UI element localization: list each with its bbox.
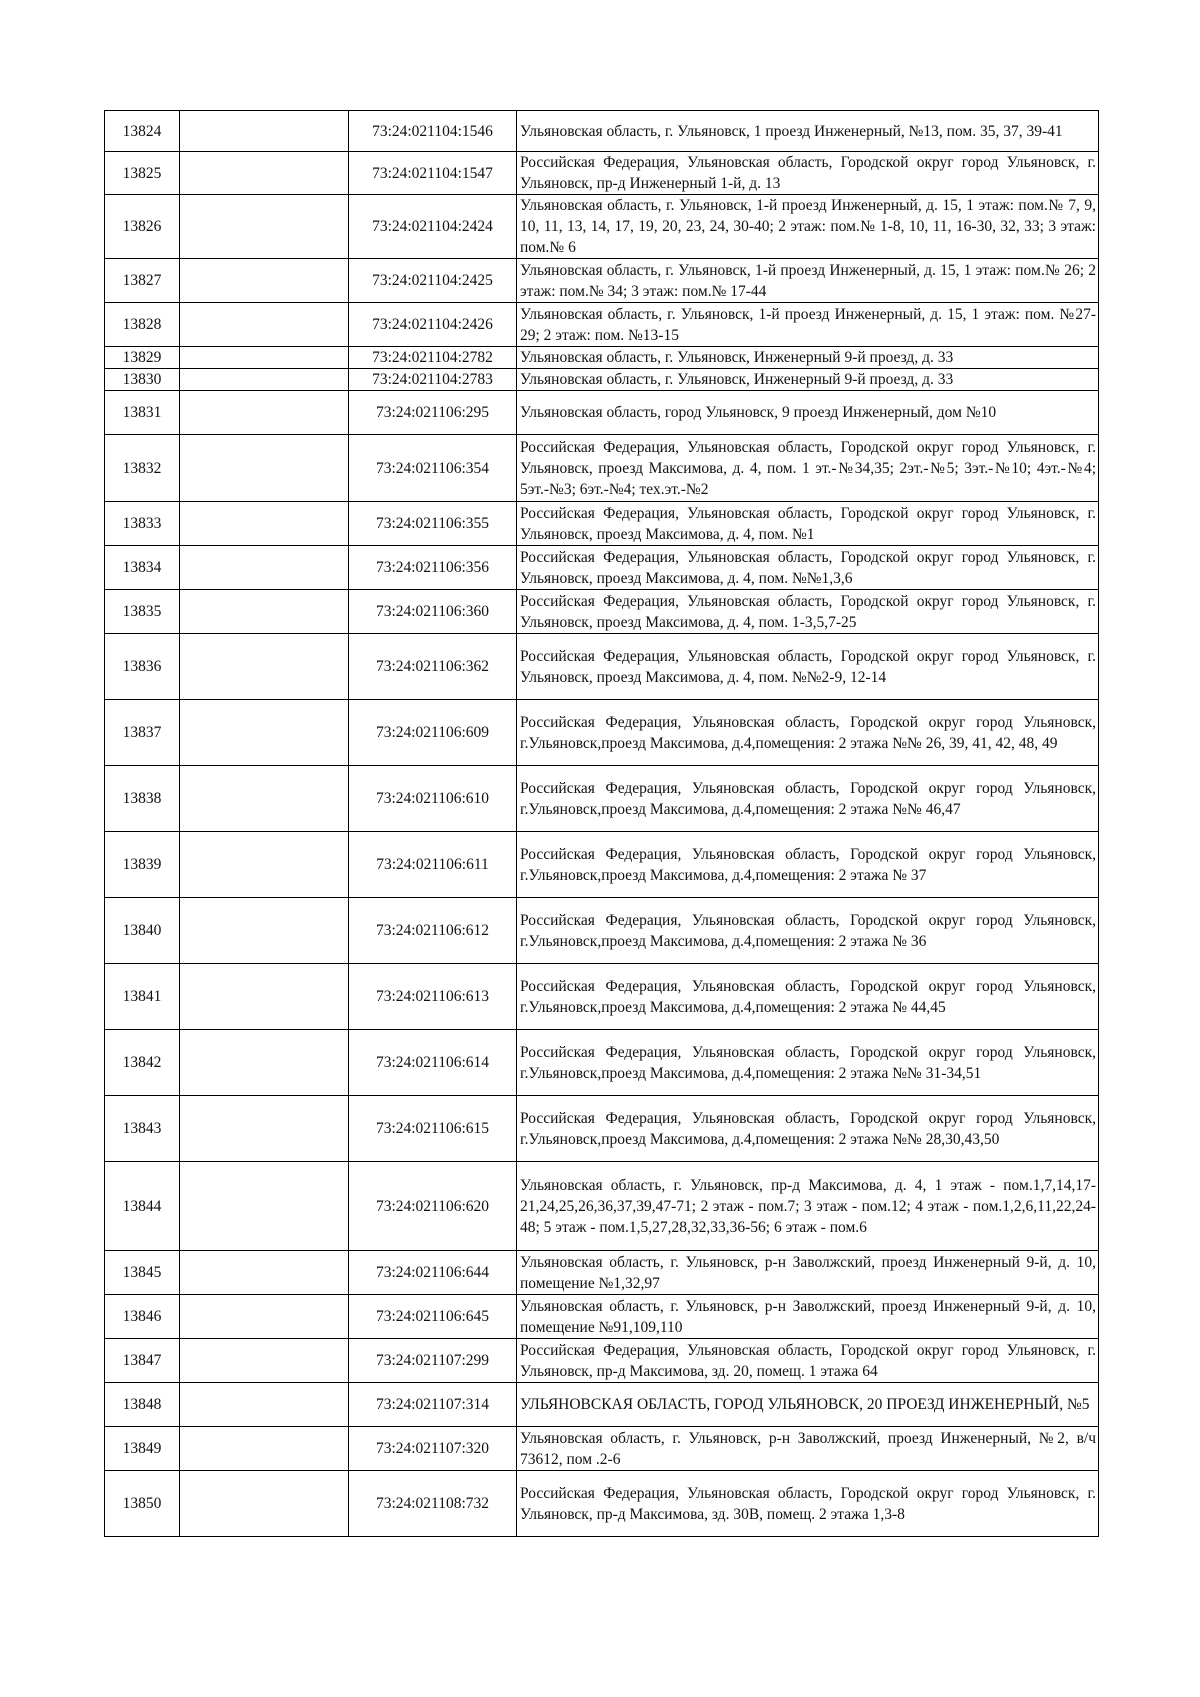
row-number: 13826 xyxy=(105,195,180,259)
row-number: 13842 xyxy=(105,1030,180,1096)
empty-cell xyxy=(180,259,349,303)
table-row xyxy=(105,152,1099,195)
table-row xyxy=(105,766,1099,832)
empty-cell xyxy=(180,1251,349,1295)
address-cell: Российская Федерация, Ульяновская область, Городской округ город Ульяновск, г. Ульяновск, проезд Максимова, д. 4, пом. 1 эт.-№34,35; 2эт.-№5; 3эт.-№10; 4эт.-№4; 5эт.-№3; 6эт.-№4; тех.эт.-№2 xyxy=(517,435,1099,502)
cadastral-number: 73:24:021106:613 xyxy=(349,964,517,1030)
row-number: 13843 xyxy=(105,1096,180,1162)
address-cell: Российская Федерация, Ульяновская область, Городской округ город Ульяновск, г. Ульяновск, проезд Максимова, д. 4, пом. №№1,3,6 xyxy=(517,546,1099,590)
cadastral-number: 73:24:021106:295 xyxy=(349,391,517,435)
table-row xyxy=(105,1030,1099,1096)
table-row xyxy=(105,369,1099,391)
row-number: 13837 xyxy=(105,700,180,766)
row-number: 13850 xyxy=(105,1471,180,1537)
row-number: 13835 xyxy=(105,590,180,634)
address-cell: Российская Федерация, Ульяновская область, Городской округ город Ульяновск, г. Ульяновск, проезд Максимова, д. 4, пом. №1 xyxy=(517,502,1099,546)
table-row xyxy=(105,259,1099,303)
cadastral-number: 73:24:021106:620 xyxy=(349,1162,517,1251)
empty-cell xyxy=(180,1383,349,1427)
cadastral-number: 73:24:021106:609 xyxy=(349,700,517,766)
table-row xyxy=(105,964,1099,1030)
address-cell: Российская Федерация, Ульяновская область, Городской округ город Ульяновск, г. Ульяновск, пр-д Максимова, зд. 20, помещ. 1 этажа 64 xyxy=(517,1339,1099,1383)
cadastral-number: 73:24:021107:299 xyxy=(349,1339,517,1383)
empty-cell xyxy=(180,590,349,634)
table-row xyxy=(105,1471,1099,1537)
empty-cell xyxy=(180,391,349,435)
cadastral-number: 73:24:021106:614 xyxy=(349,1030,517,1096)
cadastral-number: 73:24:021108:732 xyxy=(349,1471,517,1537)
cadastral-number: 73:24:021106:360 xyxy=(349,590,517,634)
empty-cell xyxy=(180,303,349,347)
cadastral-number: 73:24:021104:2426 xyxy=(349,303,517,347)
row-number: 13827 xyxy=(105,259,180,303)
table-row xyxy=(105,898,1099,964)
cadastral-number: 73:24:021104:2783 xyxy=(349,369,517,391)
table-row xyxy=(105,347,1099,369)
cadastral-number: 73:24:021107:320 xyxy=(349,1427,517,1471)
cadastral-number: 73:24:021106:615 xyxy=(349,1096,517,1162)
empty-cell xyxy=(180,502,349,546)
row-number: 13838 xyxy=(105,766,180,832)
empty-cell xyxy=(180,435,349,502)
table-row xyxy=(105,590,1099,634)
table-row xyxy=(105,391,1099,435)
cadastral-number: 73:24:021104:1547 xyxy=(349,152,517,195)
row-number: 13848 xyxy=(105,1383,180,1427)
row-number: 13824 xyxy=(105,111,180,152)
empty-cell xyxy=(180,546,349,590)
address-cell: Ульяновская область, г. Ульяновск, Инженерный 9-й проезд, д. 33 xyxy=(517,369,1099,391)
row-number: 13834 xyxy=(105,546,180,590)
empty-cell xyxy=(180,1162,349,1251)
address-cell: Ульяновская область, г. Ульяновск, р-н Заволжский, проезд Инженерный 9-й, д. 10, помещение №1,32,97 xyxy=(517,1251,1099,1295)
table-row xyxy=(105,1295,1099,1339)
address-cell: Ульяновская область, г. Ульяновск, 1 проезд Инженерный, №13, пом. 35, 37, 39-41 xyxy=(517,111,1099,152)
row-number: 13830 xyxy=(105,369,180,391)
empty-cell xyxy=(180,898,349,964)
row-number: 13840 xyxy=(105,898,180,964)
address-cell: Российская Федерация, Ульяновская область, Городской округ город Ульяновск, г.Ульяновск,проезд Максимова, д.4,помещения: 2 этажа №№ 28,30,43,50 xyxy=(517,1096,1099,1162)
cadastral-number: 73:24:021106:644 xyxy=(349,1251,517,1295)
cadastral-number: 73:24:021106:610 xyxy=(349,766,517,832)
cadastral-number: 73:24:021104:2425 xyxy=(349,259,517,303)
address-cell: Ульяновская область, город Ульяновск, 9 проезд Инженерный, дом №10 xyxy=(517,391,1099,435)
table-row xyxy=(105,1096,1099,1162)
row-number: 13828 xyxy=(105,303,180,347)
table-row xyxy=(105,195,1099,259)
table-row xyxy=(105,1427,1099,1471)
cadastral-number: 73:24:021106:611 xyxy=(349,832,517,898)
cadastral-number: 73:24:021106:356 xyxy=(349,546,517,590)
address-cell: Ульяновская область, г. Ульяновск, 1-й проезд Инженерный, д. 15, 1 этаж: пом.№ 26; 2 этаж: пом.№ 34; 3 этаж: пом.№ 17-44 xyxy=(517,259,1099,303)
row-number: 13847 xyxy=(105,1339,180,1383)
row-number: 13829 xyxy=(105,347,180,369)
row-number: 13831 xyxy=(105,391,180,435)
table-row xyxy=(105,832,1099,898)
row-number: 13836 xyxy=(105,634,180,700)
empty-cell xyxy=(180,964,349,1030)
empty-cell xyxy=(180,369,349,391)
empty-cell xyxy=(180,111,349,152)
address-cell: УЛЬЯНОВСКАЯ ОБЛАСТЬ, ГОРОД УЛЬЯНОВСК, 20 ПРОЕЗД ИНЖЕНЕРНЫЙ, №5 xyxy=(517,1383,1099,1427)
empty-cell xyxy=(180,1427,349,1471)
address-cell: Российская Федерация, Ульяновская область, Городской округ город Ульяновск, г. Ульяновск, проезд Максимова, д. 4, пом. №№2-9, 12-14 xyxy=(517,634,1099,700)
empty-cell xyxy=(180,195,349,259)
address-cell: Российская Федерация, Ульяновская область, Городской округ город Ульяновск, г. Ульяновск, пр-д Инженерный 1-й, д. 13 xyxy=(517,152,1099,195)
table-row xyxy=(105,700,1099,766)
table-row xyxy=(105,634,1099,700)
row-number: 13825 xyxy=(105,152,180,195)
empty-cell xyxy=(180,1096,349,1162)
cadastral-number: 73:24:021106:612 xyxy=(349,898,517,964)
row-number: 13839 xyxy=(105,832,180,898)
row-number: 13841 xyxy=(105,964,180,1030)
cadastral-number: 73:24:021106:355 xyxy=(349,502,517,546)
empty-cell xyxy=(180,634,349,700)
address-cell: Ульяновская область, г. Ульяновск, р-н Заволжский, проезд Инженерный 9-й, д. 10, помещение №91,109,110 xyxy=(517,1295,1099,1339)
row-number: 13849 xyxy=(105,1427,180,1471)
row-number: 13844 xyxy=(105,1162,180,1251)
empty-cell xyxy=(180,766,349,832)
address-cell: Ульяновская область, г. Ульяновск, 1-й проезд Инженерный, д. 15, 1 этаж: пом. №27-29; 2 этаж: пом. №13-15 xyxy=(517,303,1099,347)
address-cell: Российская Федерация, Ульяновская область, Городской округ город Ульяновск, г.Ульяновск,проезд Максимова, д.4,помещения: 2 этажа № 36 xyxy=(517,898,1099,964)
table-row xyxy=(105,303,1099,347)
cadastral-number: 73:24:021106:645 xyxy=(349,1295,517,1339)
table-row xyxy=(105,502,1099,546)
table-row xyxy=(105,546,1099,590)
table-row xyxy=(105,1162,1099,1251)
empty-cell xyxy=(180,832,349,898)
table-row xyxy=(105,111,1099,152)
address-cell: Российская Федерация, Ульяновская область, Городской округ город Ульяновск, г.Ульяновск,проезд Максимова, д.4,помещения: 2 этажа №№ 26, 39, 41, 42, 48, 49 xyxy=(517,700,1099,766)
address-cell: Российская Федерация, Ульяновская область, Городской округ город Ульяновск, г. Ульяновск, проезд Максимова, д. 4, пом. 1-3,5,7-25 xyxy=(517,590,1099,634)
address-cell: Российская Федерация, Ульяновская область, Городской округ город Ульяновск, г.Ульяновск,проезд Максимова, д.4,помещения: 2 этажа № 37 xyxy=(517,832,1099,898)
table-row xyxy=(105,1339,1099,1383)
row-number: 13833 xyxy=(105,502,180,546)
address-cell: Ульяновская область, г. Ульяновск, 1-й проезд Инженерный, д. 15, 1 этаж: пом.№ 7, 9, 10, 11, 13, 14, 17, 19, 20, 23, 24, 30-40; 2 этаж: пом.№ 1-8, 10, 11, 16-30, 32, 33; 3 этаж: пом.№ 6 xyxy=(517,195,1099,259)
cadastral-number: 73:24:021104:2782 xyxy=(349,347,517,369)
table-row xyxy=(105,435,1099,502)
cadastral-number: 73:24:021106:362 xyxy=(349,634,517,700)
address-cell: Ульяновская область, г. Ульяновск, пр-д Максимова, д. 4, 1 этаж - пом.1,7,14,17-21,24,25,26,36,37,39,47-71; 2 этаж - пом.7; 3 этаж - пом.12; 4 этаж - пом.1,2,6,11,22,24-48; 5 этаж - пом.1,5,27,28,32,33,36-56; 6 этаж - пом.6 xyxy=(517,1162,1099,1251)
registry-body xyxy=(105,111,1099,1537)
empty-cell xyxy=(180,152,349,195)
address-cell: Российская Федерация, Ульяновская область, Городской округ город Ульяновск, г.Ульяновск,проезд Максимова, д.4,помещения: 2 этажа № 44,45 xyxy=(517,964,1099,1030)
cadastral-number: 73:24:021104:2424 xyxy=(349,195,517,259)
address-cell: Ульяновская область, г. Ульяновск, Инженерный 9-й проезд, д. 33 xyxy=(517,347,1099,369)
cadastral-number: 73:24:021104:1546 xyxy=(349,111,517,152)
row-number: 13845 xyxy=(105,1251,180,1295)
empty-cell xyxy=(180,1295,349,1339)
empty-cell xyxy=(180,1471,349,1537)
address-cell: Российская Федерация, Ульяновская область, Городской округ город Ульяновск, г.Ульяновск,проезд Максимова, д.4,помещения: 2 этажа №№ 31-34,51 xyxy=(517,1030,1099,1096)
cadastral-number: 73:24:021106:354 xyxy=(349,435,517,502)
registry-table xyxy=(104,110,1099,1537)
address-cell: Российская Федерация, Ульяновская область, Городской округ город Ульяновск, г. Ульяновск, пр-д Максимова, зд. 30В, помещ. 2 этажа 1,3-8 xyxy=(517,1471,1099,1537)
empty-cell xyxy=(180,1030,349,1096)
table-row xyxy=(105,1383,1099,1427)
empty-cell xyxy=(180,1339,349,1383)
row-number: 13832 xyxy=(105,435,180,502)
empty-cell xyxy=(180,347,349,369)
address-cell: Российская Федерация, Ульяновская область, Городской округ город Ульяновск, г.Ульяновск,проезд Максимова, д.4,помещения: 2 этажа №№ 46,47 xyxy=(517,766,1099,832)
address-cell: Ульяновская область, г. Ульяновск, р-н Заволжский, проезд Инженерный, №2, в/ч 73612, пом .2-6 xyxy=(517,1427,1099,1471)
empty-cell xyxy=(180,700,349,766)
row-number: 13846 xyxy=(105,1295,180,1339)
table-row xyxy=(105,1251,1099,1295)
cadastral-number: 73:24:021107:314 xyxy=(349,1383,517,1427)
